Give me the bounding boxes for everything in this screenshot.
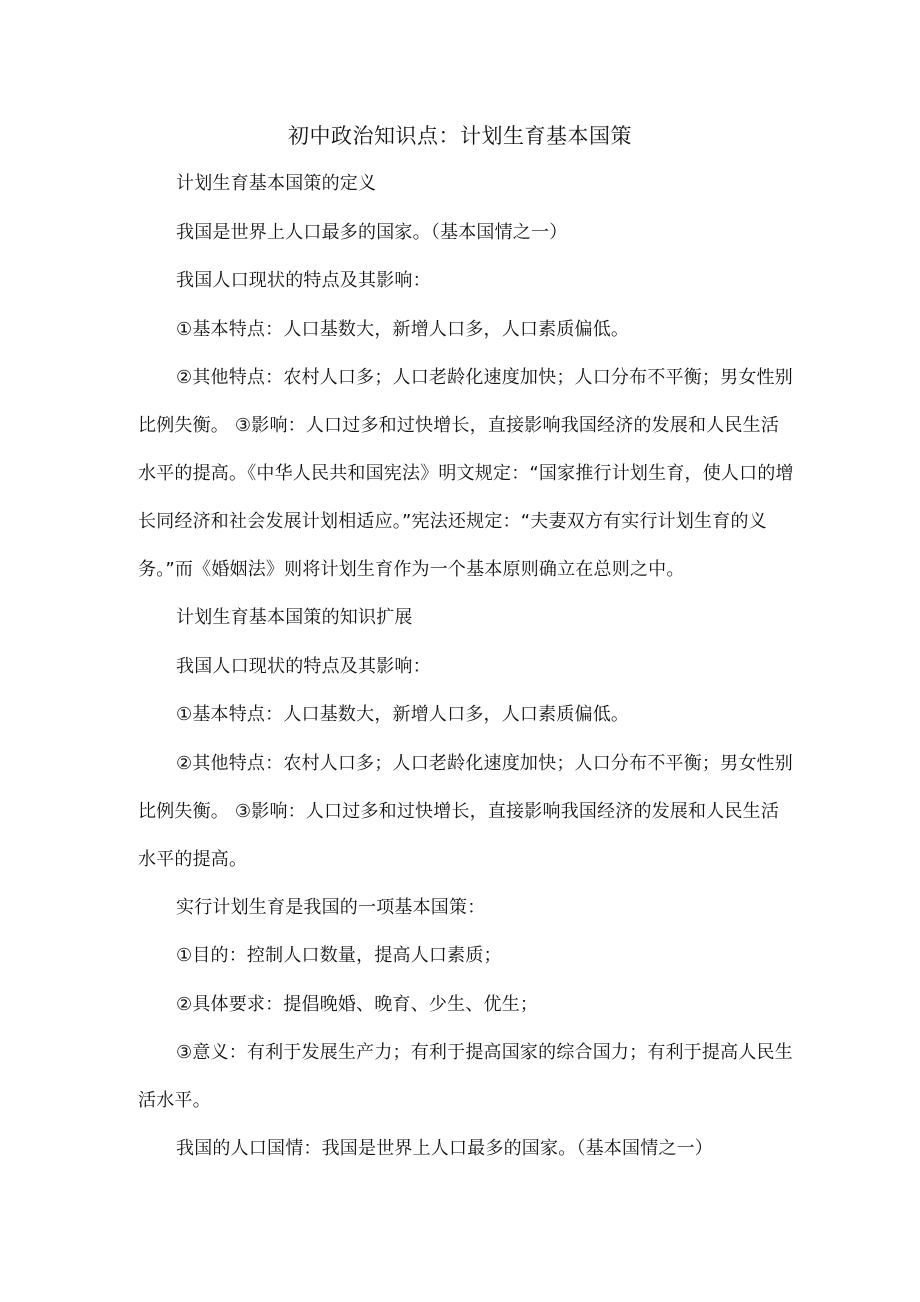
paragraph-population-features-heading-2: 我国人口现状的特点及其影响： [176, 655, 431, 677]
paragraph-policy-significance: ③意义：有利于发展生产力；有利于提高国家的综合国力；有利于提高人民生活水平。 [138, 1042, 793, 1111]
paragraph-population-features-heading: 我国人口现状的特点及其影响： [176, 270, 431, 291]
paragraph-national-condition: 我国是世界上人口最多的国家。（基本国情之一） [176, 221, 568, 243]
section-heading-extension: 计划生育基本国策的知识扩展 [176, 607, 413, 628]
paragraph-policy-purpose: ①目的：控制人口数量，提高人口素质； [176, 945, 502, 966]
paragraph-population-condition: 我国的人口国情：我国是世界上人口最多的国家。（基本国情之一） [176, 1138, 713, 1159]
paragraph-other-features-2: ②其他特点：农村人口多；人口老龄化速度加快；人口分布不平衡；男女性别比例失衡。 ③影响：人口过多和过快增长，直接影响我国经济的发展和人民生活水平的提高。 [138, 752, 793, 870]
paragraph-basic-features: ①基本特点：人口基数大，新增人口多，人口素质偏低。 [176, 318, 630, 340]
document-title: 初中政治知识点：计划生育基本国策 [288, 124, 632, 148]
paragraph-policy-requirements: ②具体要求：提倡晚婚、晚育、少生、优生； [176, 993, 539, 1015]
document-body [138, 168, 794, 1182]
paragraph-other-features-and-law: ②其他特点：农村人口多；人口老龄化速度加快；人口分布不平衡；男女性别比例失衡。 ③影响：人口过多和过快增长，直接影响我国经济的发展和人民生活水平的提高。《中华人民共和国宪法》明文规定：“国家推行计划生育，使人口的增长同经济和社会发展计划相适应。”宪法还规定：“夫妻双方有实行计划生育的义务。”而《婚姻法》则将计划生育作为一个基本原则确立在总则之中。 [138, 367, 794, 580]
paragraph-basic-policy-heading: 实行计划生育是我国的一项基本国策： [176, 896, 486, 918]
section-heading-definition: 计划生育基本国策的定义 [176, 173, 377, 194]
paragraph-basic-features-2: ①基本特点：人口基数大，新增人口多，人口素质偏低。 [176, 704, 630, 725]
